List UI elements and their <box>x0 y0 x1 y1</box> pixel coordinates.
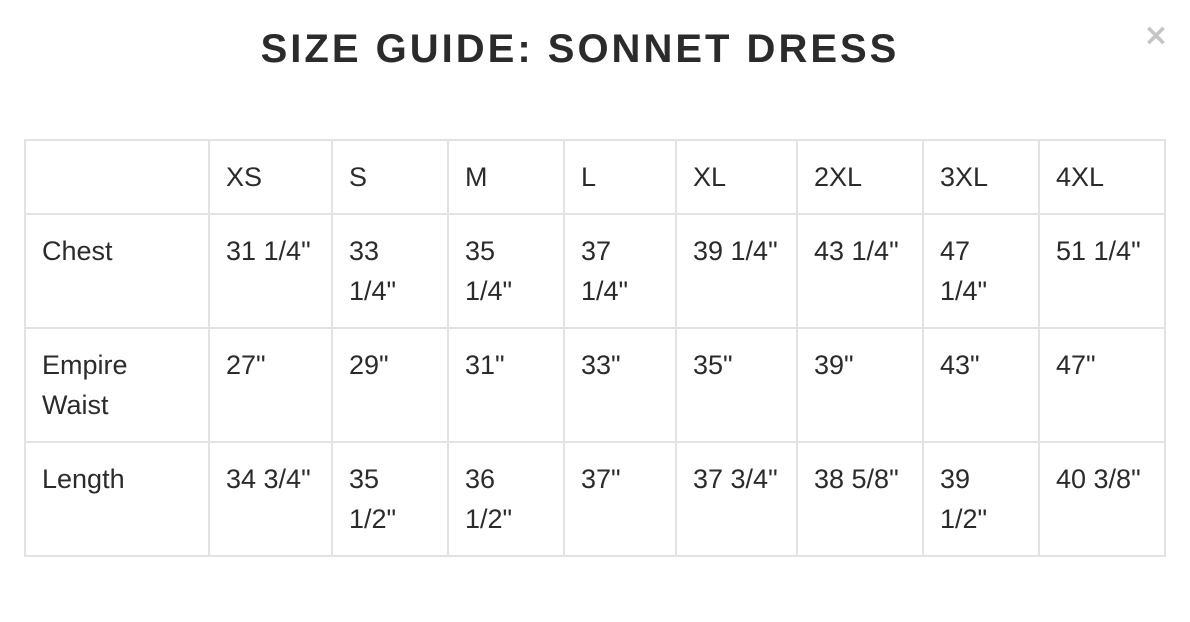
table-cell: 40 3/8" <box>1039 442 1165 556</box>
size-header-xl: XL <box>676 140 797 214</box>
table-cell: 27" <box>209 328 332 442</box>
table-cell: 36 1/2" <box>448 442 564 556</box>
table-row-empire-waist <box>25 328 1165 442</box>
table-cell: 31" <box>448 328 564 442</box>
table-cell: 43" <box>923 328 1039 442</box>
modal-title: SIZE GUIDE: SONNET DRESS <box>260 27 900 71</box>
table-cell: 47" <box>1039 328 1165 442</box>
table-cell: 35" <box>676 328 797 442</box>
table-cell: 37 3/4" <box>676 442 797 556</box>
size-header-m: M <box>448 140 564 214</box>
table-cell: 47 1/4" <box>923 214 1039 328</box>
table-cell: 39 1/4" <box>676 214 797 328</box>
table-cell: 31 1/4" <box>209 214 332 328</box>
table-cell: 39 1/2" <box>923 442 1039 556</box>
table-cell: 51 1/4" <box>1039 214 1165 328</box>
row-label-empire-waist: Empire Waist <box>25 328 209 442</box>
close-icon[interactable]: × <box>1143 18 1169 53</box>
table-header-row <box>25 140 1165 214</box>
size-header-3xl: 3XL <box>923 140 1039 214</box>
size-guide-table <box>24 139 1166 557</box>
row-label-length: Length <box>25 442 209 556</box>
size-header-2xl: 2XL <box>797 140 923 214</box>
size-header-xs: XS <box>209 140 332 214</box>
table-cell: 33 1/4" <box>332 214 448 328</box>
size-header-l: L <box>564 140 676 214</box>
table-corner-cell <box>25 140 209 214</box>
table-cell: 29" <box>332 328 448 442</box>
table-row-length <box>25 442 1165 556</box>
table-cell: 35 1/4" <box>448 214 564 328</box>
table-cell: 37" <box>564 442 676 556</box>
size-header-4xl: 4XL <box>1039 140 1165 214</box>
table-cell: 37 1/4" <box>564 214 676 328</box>
size-header-s: S <box>332 140 448 214</box>
table-row-chest <box>25 214 1165 328</box>
table-cell: 35 1/2" <box>332 442 448 556</box>
table-cell: 33" <box>564 328 676 442</box>
table-cell: 39" <box>797 328 923 442</box>
table-cell: 38 5/8" <box>797 442 923 556</box>
row-label-chest: Chest <box>25 214 209 328</box>
table-cell: 34 3/4" <box>209 442 332 556</box>
table-cell: 43 1/4" <box>797 214 923 328</box>
